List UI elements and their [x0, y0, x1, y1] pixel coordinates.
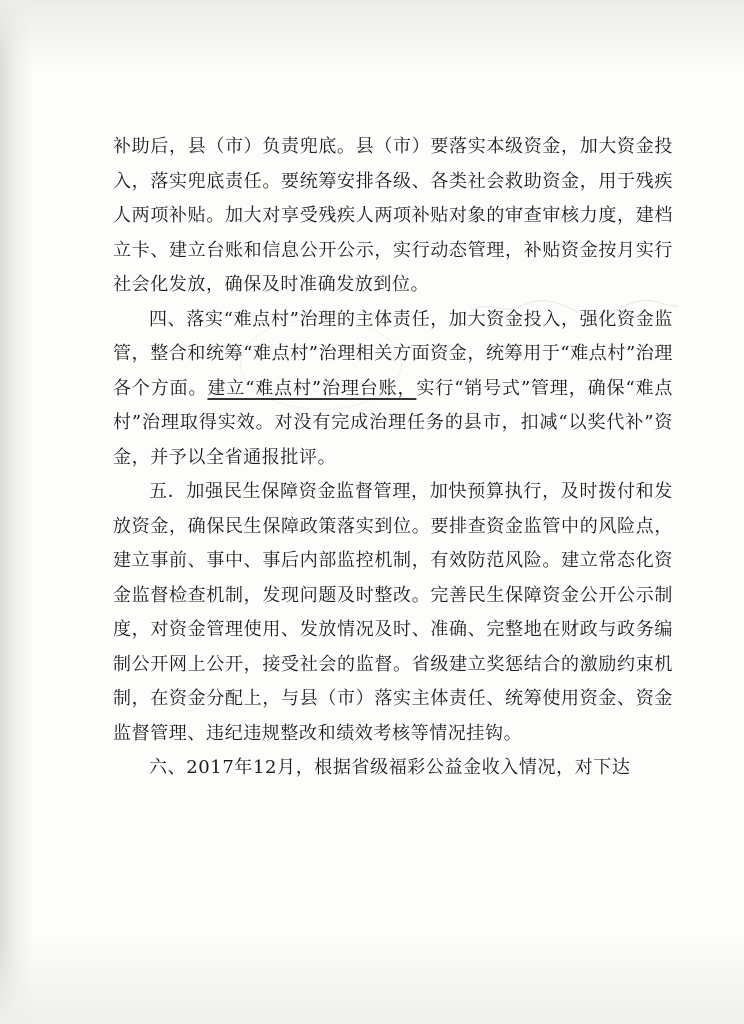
paragraph-difficult-villages-text-after: 实行“销号式”管理，确保“难点村”治理取得实效。对没有完成治理任务的县市，扣减“以奖代补”资金，并予以全省通报批评。 [113, 377, 674, 468]
document-body [113, 130, 673, 786]
paragraph-fund-supervision: 五．加强民生保障资金监督管理，加快预算执行，及时拨付和发放资金，确保民生保障政策落实到位。要排查资金监管中的风险点，建立事前、事中、事后内部监控机制，有效防范风险。建立常态化资金监督检查机制，发现问题及时整改。完善民生保障资金公开公示制度，对资金管理使用、发放情况及时、准确、完整地在财政与政务编制公开网上公开，接受社会的监督。省级建立奖惩结合的激励约束机制，在资金分配上，与县（市）落实主体责任、统筹使用资金、资金监督管理、违纪违规整改和绩效考核等情况挂钩。 [113, 481, 673, 744]
scan-shadow-top [0, 0, 744, 70]
paragraph-welfare-lottery: 六、2017年12月，根据省级福彩公益金收入情况，对下达 [149, 757, 631, 778]
handwritten-underline-ledger: 建立“难点村”治理台账， [207, 377, 417, 399]
paragraph-difficult-villages-text-before: 四、落实“难点村”治理的主体责任，加大资金投入，强化资金监管，整合和统筹“难点村”治理相关方面资金，统筹用于“难点村”治理各个方面。 [113, 308, 674, 399]
scan-shadow-left [0, 0, 34, 1024]
paragraph-disability-subsidy: 补助后，县（市）负责兜底。县（市）要落实本级资金，加大资金投入，落实兜底责任。要统筹安排各级、各类社会救助资金，用于残疾人两项补贴。加大对享受残疾人两项补贴对象的审查审核力度，建档立卡、建立台账和信息公开公示，实行动态管理，补贴资金按月实行社会化发放，确保及时准确发放到位。 [113, 136, 673, 295]
scan-shadow-bottom [0, 934, 744, 1024]
paragraph-difficult-villages [113, 303, 673, 476]
